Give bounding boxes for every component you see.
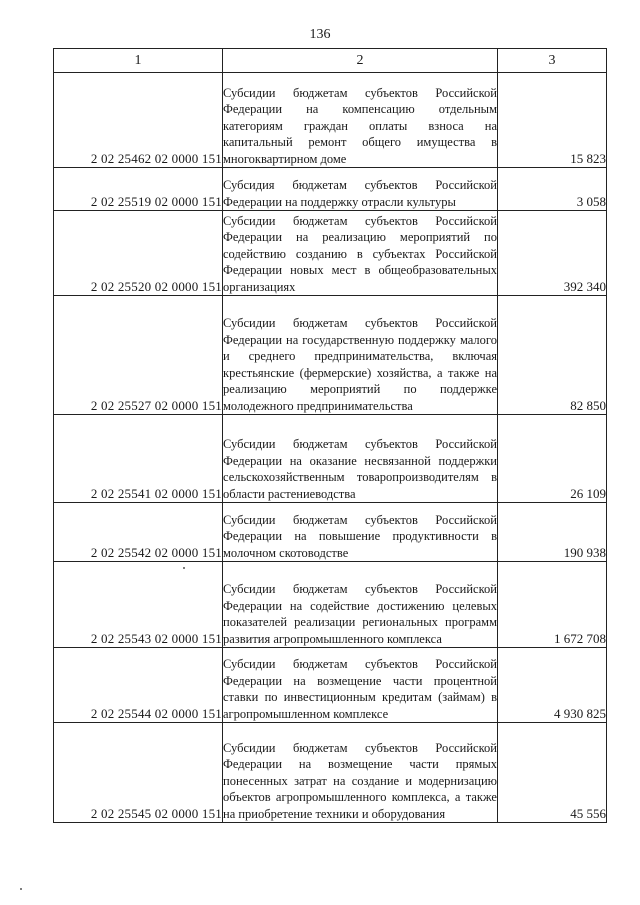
subsidy-description: Субсидии бюджетам субъектов Российской Федерации на содействие достижению целевых показателей реализации региональных программ развития агропромышленного комплекса: [223, 562, 498, 648]
subsidy-description: Субсидии бюджетам субъектов Российской Федерации на оказание несвязанной поддержки сельскохозяйственным товаропроизводителям в области растениеводства: [223, 415, 498, 503]
subsidy-description: Субсидия бюджетам субъектов Российской Федерации на поддержку отрасли культуры: [223, 168, 498, 211]
budget-code: 2 02 25519 02 0000 151: [54, 168, 223, 211]
table-row: [54, 415, 607, 503]
table-row: [54, 723, 607, 823]
budget-code: 2 02 25527 02 0000 151: [54, 296, 223, 415]
page-number: 136: [309, 27, 331, 42]
subsidy-description: Субсидии бюджетам субъектов Российской Федерации на возмещение части процентной ставки по инвестиционным кредитам (займам) в агропромышленном комплексе: [223, 648, 498, 723]
table-row: [54, 73, 607, 168]
subsidy-description: Субсидии бюджетам субъектов Российской Федерации на повышение продуктивности в молочном скотоводстве: [223, 503, 498, 562]
column-header-3: 3: [498, 49, 607, 73]
subsidy-amount: 45 556: [498, 723, 607, 823]
budget-code: 2 02 25542 02 0000 151: [54, 503, 223, 562]
budget-table: [53, 48, 607, 823]
table-row: [54, 211, 607, 296]
table-header-row: [54, 49, 607, 73]
budget-code: 2 02 25543 02 0000 151: [54, 562, 223, 648]
scan-speck: [183, 567, 185, 569]
budget-code: 2 02 25462 02 0000 151: [54, 73, 223, 168]
subsidy-amount: 26 109: [498, 415, 607, 503]
subsidy-amount: 4 930 825: [498, 648, 607, 723]
subsidy-description: Субсидии бюджетам субъектов Российской Федерации на компенсацию отдельным категориям граждан оплаты взноса на капитальный ремонт общего имущества в многоквартирном доме: [223, 73, 498, 168]
budget-code: 2 02 25520 02 0000 151: [54, 211, 223, 296]
budget-code: 2 02 25544 02 0000 151: [54, 648, 223, 723]
subsidy-amount: 82 850: [498, 296, 607, 415]
column-header-1: 1: [54, 49, 223, 73]
column-header-2: 2: [223, 49, 498, 73]
table-row: [54, 562, 607, 648]
subsidy-amount: 3 058: [498, 168, 607, 211]
subsidy-amount: 15 823: [498, 73, 607, 168]
table-row: [54, 648, 607, 723]
subsidy-amount: 392 340: [498, 211, 607, 296]
budget-code: 2 02 25541 02 0000 151: [54, 415, 223, 503]
subsidy-description: Субсидии бюджетам субъектов Российской Федерации на реализацию мероприятий по содействию созданию в субъектах Российской Федерации новых мест в общеобразовательных организациях: [223, 211, 498, 296]
scan-speck: [20, 888, 22, 890]
subsidy-amount: 1 672 708: [498, 562, 607, 648]
table-row: [54, 503, 607, 562]
subsidy-amount: 190 938: [498, 503, 607, 562]
subsidy-description: Субсидии бюджетам субъектов Российской Федерации на государственную поддержку малого и среднего предпринимательства, включая крестьянские (фермерские) хозяйства, а также на реализацию мероприятий по поддержке молодежного предпринимательства: [223, 296, 498, 415]
subsidy-description: Субсидии бюджетам субъектов Российской Федерации на возмещение части прямых понесенных затрат на создание и модернизацию объектов агропромышленного комплекса, а также на приобретение техники и оборудования: [223, 723, 498, 823]
table-row: [54, 168, 607, 211]
table-row: [54, 296, 607, 415]
budget-code: 2 02 25545 02 0000 151: [54, 723, 223, 823]
